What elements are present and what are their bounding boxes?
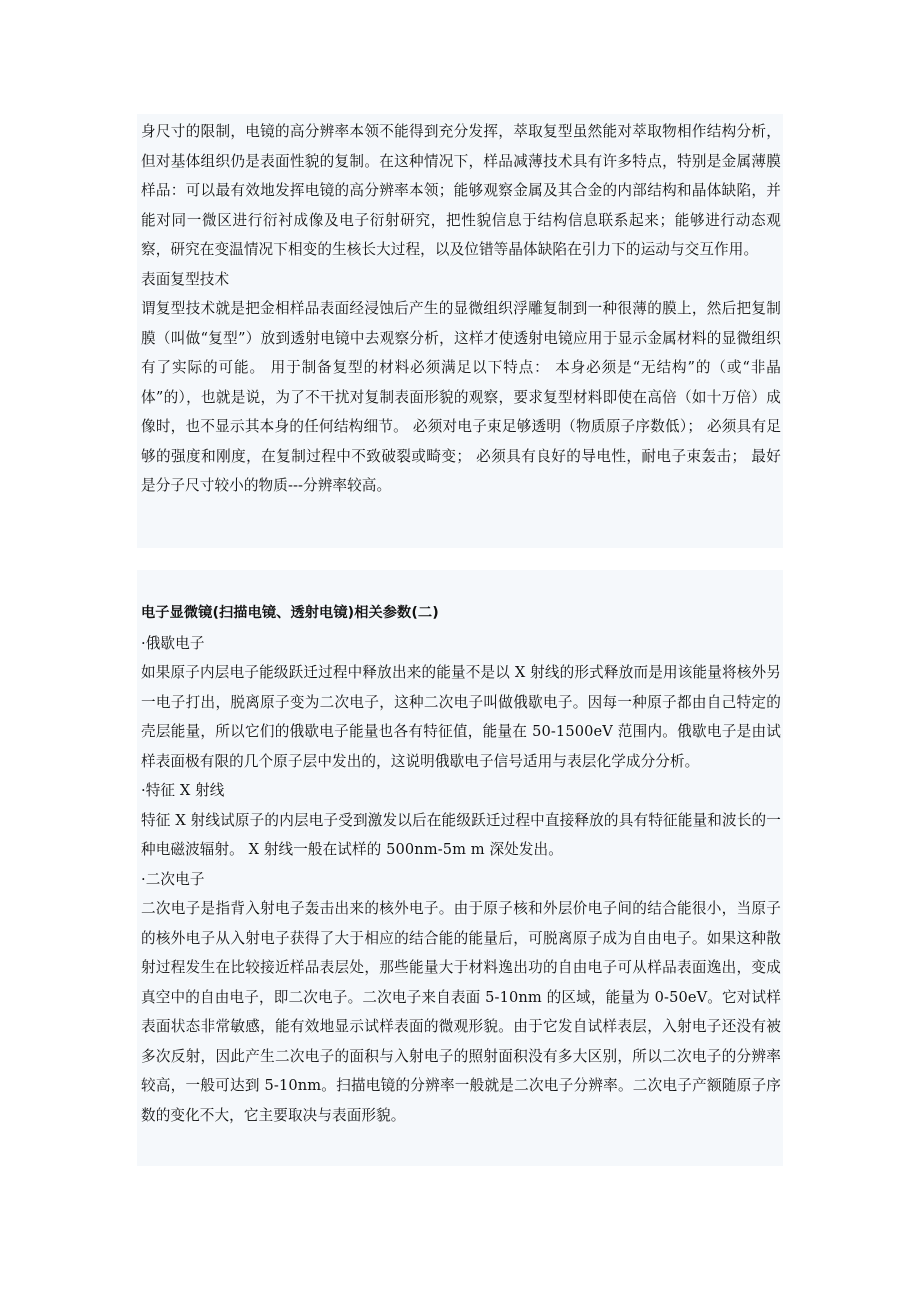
blank-line — [141, 570, 781, 599]
secondary-electron-paragraph: 二次电子是指背入射电子轰击出来的核外电子。由于原子核和外层价电子间的结合能很小，当原子的核外电子从入射电子获得了大于相应的结合能的能量后，可脱离原子成为自由电子。如果这种散射过程发生在比较接近样品表层处，那些能量大于材料逸出功的自由电子可从样品表面逸出，变成真空中的自由电子，即二次电子。二次电子来自表面 5-10nm 的区域，能量为 0-50eV。它对试样表面状态非常敏感，能有效地显示试样表面的微观形貌。由于它发自试样表层，入射电子还没有被多次反射，因此产生二次电子的面积与入射电子的照射面积没有多大区别，所以二次电子的分辨率较高，一般可达到 5-10nm。扫描电镜的分辨率一般就是二次电子分辨率。二次电子产额随原子序数的变化不大，它主要取决与表面形貌。 — [141, 900, 781, 1124]
section-heading: 电子显微镜(扫描电镜、透射电镜)相关参数(二) — [141, 605, 439, 621]
characteristic-xray-title: ·特征 X 射线 — [141, 782, 225, 799]
secondary-electron-title: ·二次电子 — [141, 870, 205, 888]
surface-replica-subtitle: 表面复型技术 — [141, 270, 230, 288]
auger-electron-title: ·俄歇电子 — [141, 634, 205, 652]
surface-replica-paragraph: 谓复型技术就是把金相样品表面经浸蚀后产生的显微组织浮雕复制到一种很薄的膜上，然后把复制膜（叫做“复型”）放到透射电镜中去观察分析，这样才使透射电镜应用于显示金属材料的显微组织有了实际的可能。 用于制备复型的材料必须满足以下特点： 本身必须是“无结构”的（或“非晶体”的），也就是说，为了不干扰对复制表面形貌的观察，要求复型材料即使在高倍（如十万倍）成像时，也不显示其本身的任何结构细节。 必须对电子束足够透明（物质原子序数低）； 必须具有足够的强度和刚度，在复制过程中不致破裂或畸变； 必须具有良好的导电性，耐电子束轰击； 最好是分子尺寸较小的物质---分辨率较高。 — [141, 300, 781, 494]
characteristic-xray-paragraph: 特征 X 射线试原子的内层电子受到激发以后在能级跃迁过程中直接释放的具有特征能量和波长的一种电磁波辐射。 X 射线一般在试样的 500nm-5m m 深处发出。 — [141, 811, 781, 858]
intro-paragraph: 身尺寸的限制，电镜的高分辨率本领不能得到充分发挥，萃取复型虽然能对萃取物相作结构分析，但对基体组织仍是表面性貌的复制。在这种情况下，样品减薄技术具有许多特点，特别是金属薄膜样品：可以最有效地发挥电镜的高分辨率本领；能够观察金属及其合金的内部结构和晶体缺陷，并能对同一微区进行衍衬成像及电子衍射研究，把性貌信息于结构信息联系起来；能够进行动态观察，研究在变温情况下相变的生核长大过程，以及位错等晶体缺陷在引力下的运动与交互作用。 — [141, 123, 781, 258]
section-divider — [137, 548, 783, 570]
auger-electron-paragraph: 如果原子内层电子能级跃迁过程中释放出来的能量不是以 X 射线的形式释放而是用该能量将核外另一电子打出，脱离原子变为二次电子，这种二次电子叫做俄歇电子。因每一种原子都由自己特定的壳层能量，所以它们的俄歇电子能量也各有特征值，能量在 50-1500eV 范围内。俄歇电子是由试样表面极有限的几个原子层中发出的，这说明俄歇电子信号适用与表层化学成分分析。 — [141, 664, 781, 770]
section-em-parameters — [141, 570, 781, 1130]
section-replica-techniques — [141, 117, 781, 501]
